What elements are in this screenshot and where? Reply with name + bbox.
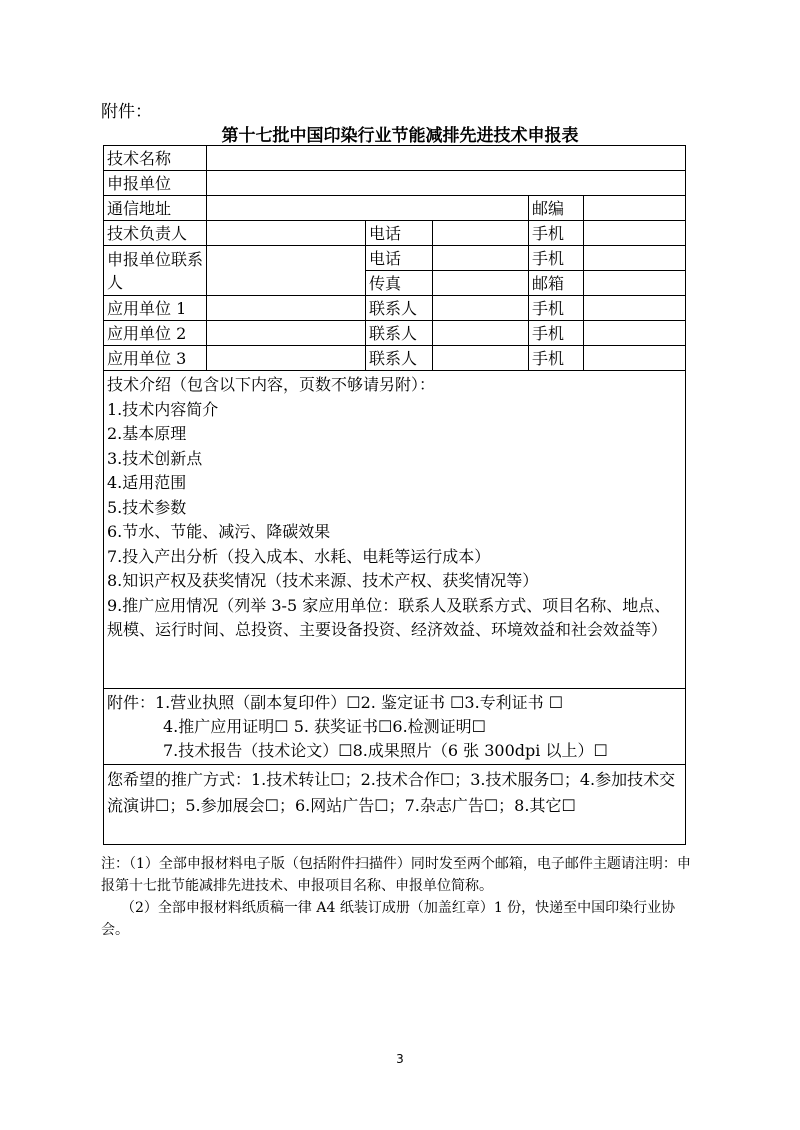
form-row-contact-1 bbox=[104, 246, 686, 271]
intro-item: 2.基本原理 bbox=[107, 424, 187, 443]
app-unit-2-label: 应用单位 2 bbox=[104, 321, 207, 346]
fax-field[interactable] bbox=[433, 271, 529, 296]
form-row-address bbox=[104, 196, 686, 221]
form-row-promotion bbox=[104, 765, 686, 845]
intro-item: 9.推广应用情况（列举 3-5 家应用单位：联系人及联系方式、项目名称、地点、规模、运行时间、总投资、主要设备投资、经济效益、环境效益和社会效益等） bbox=[107, 595, 671, 639]
promotion-text: 您希望的推广方式：1.技术转让☐；2.技术合作☐；3.技术服务☐；4.参加技术交流演讲☐；5.参加展会☐；6.网站广告☐；7.杂志广告☐；8.其它☐ bbox=[107, 770, 676, 815]
app-unit-2-field[interactable] bbox=[207, 321, 366, 346]
intro-item: 4.适用范围 bbox=[107, 473, 187, 492]
app-unit-1-mobile-field[interactable] bbox=[584, 296, 686, 321]
applicant-field[interactable] bbox=[207, 171, 686, 196]
app-unit-3-contact-field[interactable] bbox=[433, 346, 529, 371]
address-label: 通信地址 bbox=[104, 196, 207, 221]
email-field[interactable] bbox=[584, 271, 686, 296]
intro-item: 7.投入产出分析（投入成本、水耗、电耗等运行成本） bbox=[107, 546, 491, 566]
attachments-section bbox=[104, 689, 686, 765]
form-title: 第十七批中国印染行业节能减排先进技术申报表 bbox=[221, 126, 579, 146]
form-row-tech-lead bbox=[104, 221, 686, 246]
form-row-attachments bbox=[104, 689, 686, 765]
tech-intro-section[interactable] bbox=[104, 371, 686, 689]
intro-heading: 技术介绍（包含以下内容，页数不够请另附）： bbox=[107, 375, 436, 394]
phone-field[interactable] bbox=[433, 221, 529, 246]
intro-item: 6.节水、节能、减污、降碳效果 bbox=[107, 522, 331, 541]
attachments-line-3: 7.技术报告（技术论文）☐8.成果照片（6 张 300dpi 以上）☐ bbox=[163, 741, 608, 760]
contact-phone-field[interactable] bbox=[433, 246, 529, 271]
form-row-applicant bbox=[104, 171, 686, 196]
app-unit-3-mobile-field[interactable] bbox=[584, 346, 686, 371]
intro-item: 8.知识产权及获奖情况（技术来源、技术产权、获奖情况等） bbox=[107, 571, 539, 590]
tech-lead-label: 技术负责人 bbox=[104, 221, 207, 246]
intro-item: 3.技术创新点 bbox=[107, 448, 203, 468]
app-unit-1-contact-field[interactable] bbox=[433, 296, 529, 321]
app-unit-2-mobile-field[interactable] bbox=[584, 321, 686, 346]
contact-field[interactable] bbox=[207, 246, 366, 296]
fax-label: 传真 bbox=[366, 271, 433, 296]
form-row-app-unit-2 bbox=[104, 321, 686, 346]
note-1: 注：（1）全部申报材料电子版（包括附件扫描件）同时发至两个邮箱，电子邮件主题请注明：申报第十七批节能减排先进技术、申报项目名称、申报单位简称。 bbox=[101, 856, 691, 894]
contact-mobile-field[interactable] bbox=[584, 246, 686, 271]
app-unit-3-field[interactable] bbox=[207, 346, 366, 371]
app-unit-1-contact-label: 联系人 bbox=[366, 296, 433, 321]
address-field[interactable] bbox=[207, 196, 529, 221]
applicant-label: 申报单位 bbox=[104, 171, 207, 196]
attachments-line-2: 4.推广应用证明☐ 5. 获奖证书☐6.检测证明☐ bbox=[163, 717, 487, 736]
tech-name-label: 技术名称 bbox=[104, 146, 207, 171]
mobile-field[interactable] bbox=[584, 221, 686, 246]
postcode-field[interactable] bbox=[584, 196, 686, 221]
form-row-tech-name bbox=[104, 146, 686, 171]
notes bbox=[101, 853, 691, 941]
mobile-label: 手机 bbox=[529, 221, 584, 246]
form-row-intro bbox=[104, 371, 686, 689]
application-form bbox=[103, 145, 686, 845]
attachments-line-1: 附件：1.营业执照（副本复印件）☐2. 鉴定证书 ☐3.专利证书 ☐ bbox=[107, 693, 564, 712]
contact-mobile-label: 手机 bbox=[529, 246, 584, 271]
app-unit-2-mobile-label: 手机 bbox=[529, 321, 584, 346]
tech-name-field[interactable] bbox=[207, 146, 686, 171]
app-unit-2-contact-label: 联系人 bbox=[366, 321, 433, 346]
app-unit-1-label: 应用单位 1 bbox=[104, 296, 207, 321]
note-2: （2）全部申报材料纸质稿一律 A4 纸装订成册（加盖红章）1 份，快递至中国印染行业协会。 bbox=[101, 900, 676, 938]
contact-phone-label: 电话 bbox=[366, 246, 433, 271]
email-label: 邮箱 bbox=[529, 271, 584, 296]
intro-item: 1.技术内容简介 bbox=[107, 399, 219, 419]
page-number: 3 bbox=[396, 1052, 404, 1066]
promotion-section[interactable] bbox=[104, 765, 686, 845]
app-unit-3-contact-label: 联系人 bbox=[366, 346, 433, 371]
tech-lead-field[interactable] bbox=[207, 221, 366, 246]
app-unit-1-field[interactable] bbox=[207, 296, 366, 321]
form-row-app-unit-3 bbox=[104, 346, 686, 371]
app-unit-1-mobile-label: 手机 bbox=[529, 296, 584, 321]
attachment-label: 附件： bbox=[101, 102, 152, 122]
intro-item: 5.技术参数 bbox=[107, 497, 187, 517]
app-unit-3-label: 应用单位 3 bbox=[104, 346, 207, 371]
phone-label: 电话 bbox=[366, 221, 433, 246]
postcode-label: 邮编 bbox=[529, 196, 584, 221]
contact-label: 申报单位联系人 bbox=[104, 246, 207, 296]
app-unit-2-contact-field[interactable] bbox=[433, 321, 529, 346]
app-unit-3-mobile-label: 手机 bbox=[529, 346, 584, 371]
form-row-app-unit-1 bbox=[104, 296, 686, 321]
